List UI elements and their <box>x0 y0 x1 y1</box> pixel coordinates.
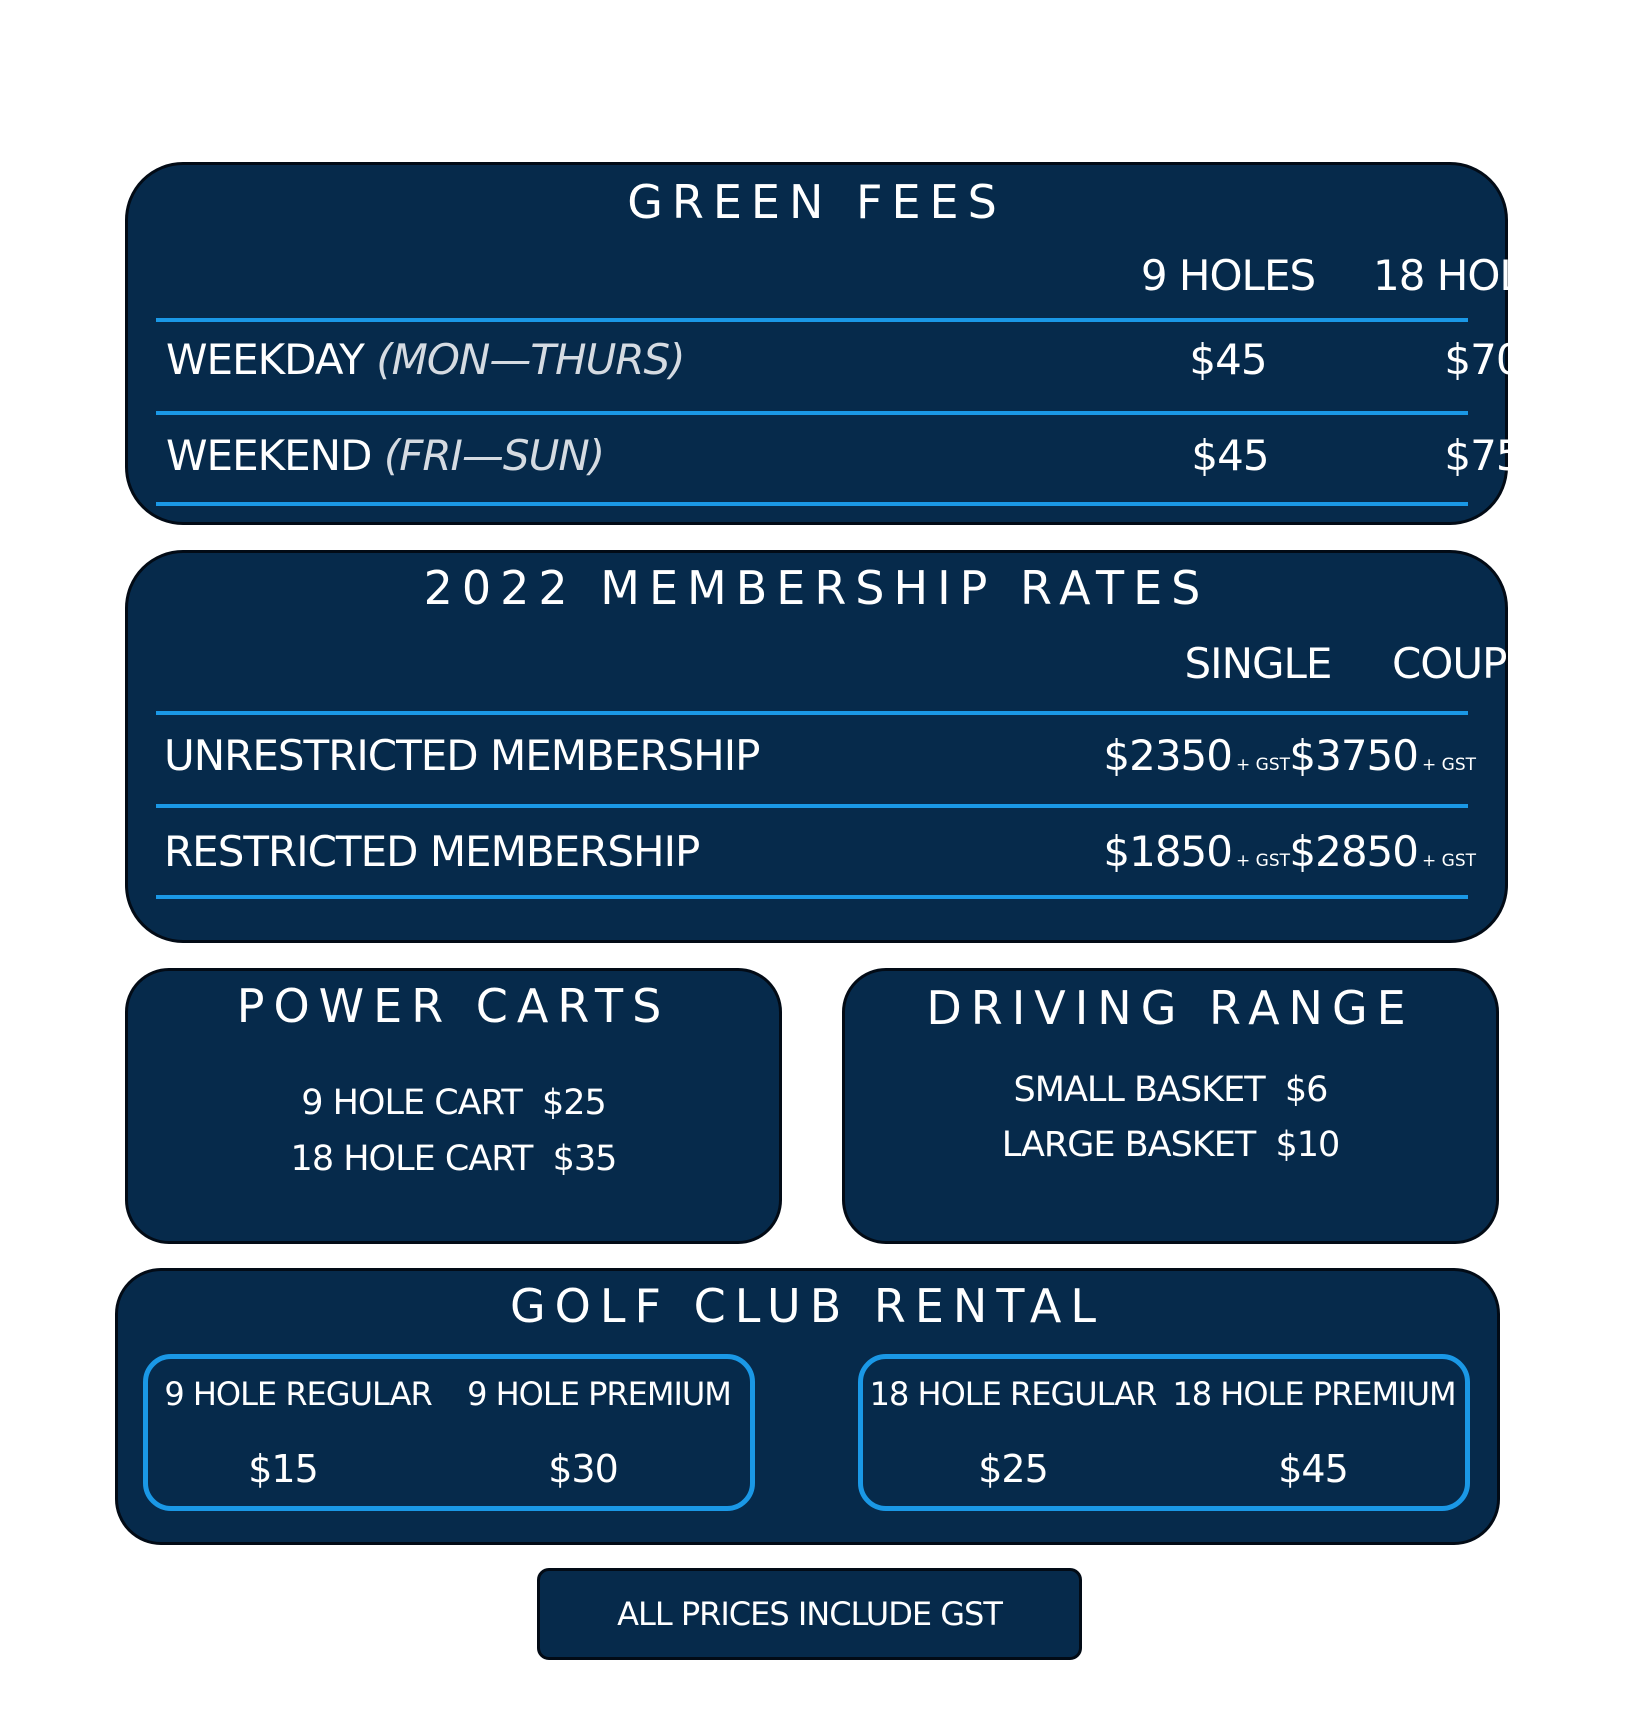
weekend-hint: (FRI—SUN) <box>383 431 605 480</box>
col-header-18-holes: 18 HOLES <box>1372 251 1574 300</box>
cart-price: $35 <box>552 1139 617 1179</box>
divider <box>156 411 1468 415</box>
unrestricted-single-price <box>1078 731 1290 780</box>
divider <box>156 502 1468 506</box>
rental-option-price: $30 <box>548 1447 618 1491</box>
weekend-18-price: $75 <box>1444 431 1522 480</box>
cart-18-hole <box>128 1139 779 1179</box>
club-rental-panel <box>115 1268 1500 1545</box>
price: $2350 <box>1103 731 1232 780</box>
weekday-hint: (MON—THURS) <box>376 335 685 384</box>
restricted-label: RESTRICTED MEMBERSHIP <box>164 827 700 876</box>
gst-note: + GST <box>1422 851 1476 871</box>
club-rental-title: GOLF CLUB RENTAL <box>510 1279 1105 1333</box>
gst-note-banner <box>537 1568 1082 1660</box>
divider <box>156 804 1468 808</box>
rental-option-label: 18 HOLE PREMIUM <box>1172 1375 1456 1413</box>
rental-group-18-hole <box>858 1354 1470 1511</box>
weekday-text: WEEKDAY <box>166 335 364 384</box>
weekday-18-price: $70 <box>1444 335 1522 384</box>
gst-note-text: ALL PRICES INCLUDE GST <box>617 1595 1002 1633</box>
membership-title: 2022 MEMBERSHIP RATES <box>423 561 1210 615</box>
price: $3750 <box>1289 731 1418 780</box>
driving-range-title: DRIVING RANGE <box>926 981 1415 1035</box>
gst-note: + GST <box>1236 851 1290 871</box>
col-header-9-holes: 9 HOLES <box>1140 251 1316 300</box>
rental-option-price: $45 <box>1278 1447 1348 1491</box>
unrestricted-couples-price <box>1280 731 1476 780</box>
basket-label: LARGE BASKET <box>1001 1125 1256 1165</box>
col-header-single: SINGLE <box>1184 639 1332 688</box>
rental-option-label: 9 HOLE PREMIUM <box>467 1375 731 1413</box>
basket-price: $6 <box>1284 1070 1328 1110</box>
driving-range-panel <box>842 968 1499 1244</box>
membership-panel <box>125 550 1581 943</box>
rental-group-9-hole <box>143 1354 755 1511</box>
divider <box>156 318 1468 322</box>
cart-price: $25 <box>542 1083 606 1123</box>
weekend-label <box>166 431 604 480</box>
price: $1850 <box>1103 827 1232 876</box>
divider <box>156 711 1468 715</box>
weekend-text: WEEKEND <box>166 431 372 480</box>
cart-9-hole <box>128 1083 779 1123</box>
basket-price: $10 <box>1275 1125 1340 1165</box>
col-header-couples: COUPLES <box>1391 639 1581 688</box>
large-basket <box>845 1125 1496 1165</box>
restricted-single-price <box>1078 827 1290 876</box>
weekend-9-price: $45 <box>1191 431 1269 480</box>
green-fees-panel <box>125 162 1574 525</box>
gst-note: + GST <box>1236 755 1290 775</box>
weekday-9-price: $45 <box>1189 335 1267 384</box>
price: $2850 <box>1289 827 1418 876</box>
weekday-label <box>166 335 685 384</box>
cart-label: 18 HOLE CART <box>290 1139 533 1179</box>
gst-note: + GST <box>1422 755 1476 775</box>
small-basket <box>845 1070 1496 1110</box>
rental-option-price: $25 <box>978 1447 1048 1491</box>
cart-label: 9 HOLE CART <box>301 1083 522 1123</box>
basket-label: SMALL BASKET <box>1013 1070 1265 1110</box>
unrestricted-label: UNRESTRICTED MEMBERSHIP <box>164 731 760 780</box>
power-carts-panel <box>125 968 782 1244</box>
rental-option-label: 9 HOLE REGULAR <box>164 1375 432 1413</box>
green-fees-title: GREEN FEES <box>627 175 1006 229</box>
rental-option-label: 18 HOLE REGULAR <box>869 1375 1157 1413</box>
rental-option-price: $15 <box>248 1447 318 1491</box>
power-carts-title: POWER CARTS <box>236 979 671 1033</box>
restricted-couples-price <box>1280 827 1476 876</box>
divider <box>156 895 1468 899</box>
